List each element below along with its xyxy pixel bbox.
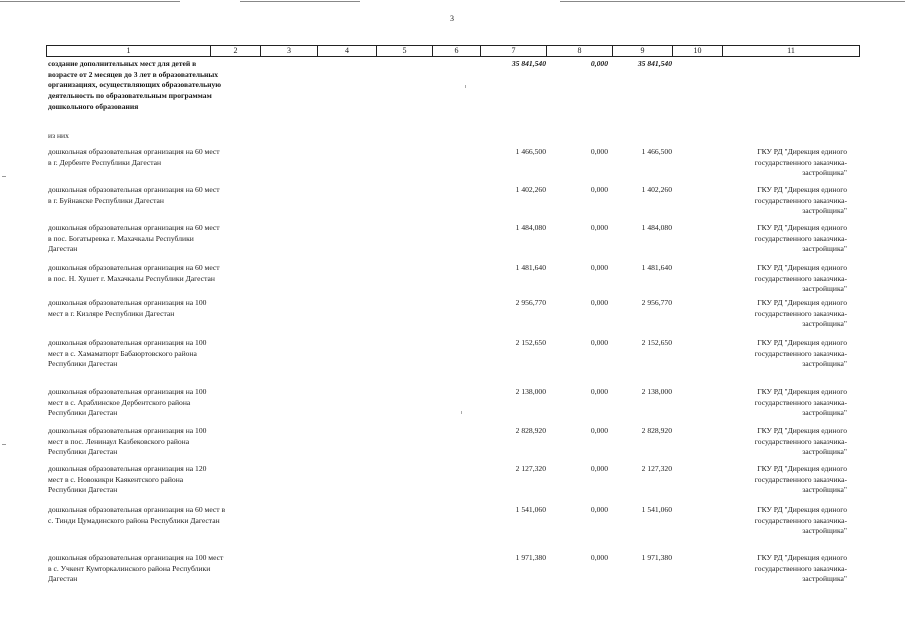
cell-col8: 0,000 [590,298,608,307]
row-name: дошкольная образовательная организация на 60 мест в г. Буйнакске Республики Дагестан [48,185,220,205]
cell-col9: 2 152,650 [641,338,672,347]
cell-col9: 2 138,000 [641,387,672,396]
cell-col11: ГКУ РД "Дирекция единого государственного заказчика-застройщика" [754,147,847,178]
row-name: дошкольная образовательная организация на 100 мест в с. Учкент Кумторкалинского района Республики Дагестан [48,553,224,584]
cell-col7: 1 971,380 [515,553,546,562]
cell-col8: 0,000 [590,59,608,68]
cell-col11: ГКУ РД "Дирекция единого государственного заказчика-застройщика" [754,553,847,584]
column-header: 2 [210,46,260,56]
cell-col9: 2 127,320 [641,464,672,473]
cell-col8: 0,000 [590,185,608,194]
cell-col11: ГКУ РД "Дирекция единого государственного заказчика-застройщика" [754,298,847,329]
cell-col11: ГКУ РД "Дирекция единого государственного заказчика-застройщика" [754,338,847,369]
column-header: 1 [46,46,210,56]
row-name: дошкольная образовательная организация на 100 мест в с. Араблинское Дербентского района Республики Дагестан [48,387,207,418]
cell-col8: 0,000 [590,426,608,435]
scan-edge-line [560,1,905,2]
cell-col7: 1 466,500 [515,147,546,156]
cell-col7: 1 541,060 [515,505,546,514]
column-header: 3 [260,46,317,56]
cell-col9: 2 828,920 [641,426,672,435]
cell-col11: ГКУ РД "Дирекция единого государственного заказчика-застройщика" [754,426,847,457]
scan-edge-line [0,1,180,2]
column-header: 6 [432,46,480,56]
page-number: 3 [450,14,454,23]
cell-col11: ГКУ РД "Дирекция единого государственного заказчика-застройщика" [754,505,847,536]
cell-col8: 0,000 [590,338,608,347]
cell-col8: 0,000 [590,464,608,473]
row-name: создание дополнительных мест для детей в возрасте от 2 месяцев до 3 лет в образовательных организациях, осуществляющих образовательную деятельность по образовательным программам дошкольного образования [48,59,222,111]
cell-col9: 2 956,770 [641,298,672,307]
cell-col11: ГКУ РД "Дирекция единого государственного заказчика-застройщика" [754,263,847,294]
cell-col9: 1 481,640 [641,263,672,272]
cell-col9: 1 402,260 [641,185,672,194]
row-name: дошкольная образовательная организация на 120 мест в с. Новокикри Каякентского района Республики Дагестан [48,464,207,495]
cell-col8: 0,000 [590,263,608,272]
cell-col7: 1 402,260 [515,185,546,194]
cell-col8: 0,000 [590,553,608,562]
column-header: 7 [480,46,546,56]
column-header: 5 [376,46,432,56]
cell-col11: ГКУ РД "Дирекция единого государственного заказчика-застройщика" [754,464,847,495]
column-header: 9 [612,46,672,56]
row-name: дошкольная образовательная организация на 60 мест в пос. Богатыревка г. Махачкалы Республики Дагестан [48,223,220,254]
cell-col8: 0,000 [590,223,608,232]
scan-dot [465,85,466,88]
scan-edge-line [240,1,360,2]
cell-col7: 2 127,320 [515,464,546,473]
row-name: дошкольная образовательная организация на 100 мест в с. Хамаматюрт Бабаюртовского района Республики Дагестан [48,338,207,369]
row-name: дошкольная образовательная организация на 60 мест в г. Дербенте Республики Дагестан [48,147,220,167]
cell-col9: 35 841,540 [637,59,672,68]
cell-col11: ГКУ РД "Дирекция единого государственного заказчика-застройщика" [754,387,847,418]
cell-col7: 2 828,920 [515,426,546,435]
cell-col9: 1 466,500 [641,147,672,156]
cell-col8: 0,000 [590,147,608,156]
subheader-label: из них [48,131,69,140]
cell-col7: 2 152,650 [515,338,546,347]
row-name: дошкольная образовательная организация на 60 мест в пос. Н. Хушет г. Махачкалы Республики Дагестан [48,263,220,283]
row-name: дошкольная образовательная организация на 100 мест в пос. Ленинаул Казбековского района Республики Дагестан [48,426,207,457]
cell-col11: ГКУ РД "Дирекция единого государственного заказчика-застройщика" [754,223,847,254]
cell-col8: 0,000 [590,505,608,514]
cell-col7: 1 484,080 [515,223,546,232]
row-name: дошкольная образовательная организация на 60 мест в с. Тинди Цумадинского района Республики Дагестан [48,505,226,525]
cell-col11: ГКУ РД "Дирекция единого государственного заказчика-застройщика" [754,185,847,216]
scan-dot [461,411,462,414]
header-bottom-rule [46,56,860,57]
cell-col8: 0,000 [590,387,608,396]
column-header: 10 [672,46,722,56]
row-name: дошкольная образовательная организация на 100 мест в г. Кизляре Республики Дагестан [48,298,207,318]
column-header: 11 [722,46,860,56]
cell-col7: 2 956,770 [515,298,546,307]
cell-col9: 1 971,380 [641,553,672,562]
margin-tick [2,176,6,177]
cell-col7: 1 481,640 [515,263,546,272]
cell-col7: 35 841,540 [511,59,546,68]
margin-tick [2,444,6,445]
cell-col9: 1 541,060 [641,505,672,514]
cell-col9: 1 484,080 [641,223,672,232]
column-header: 8 [546,46,612,56]
cell-col7: 2 138,000 [515,387,546,396]
column-header: 4 [317,46,376,56]
